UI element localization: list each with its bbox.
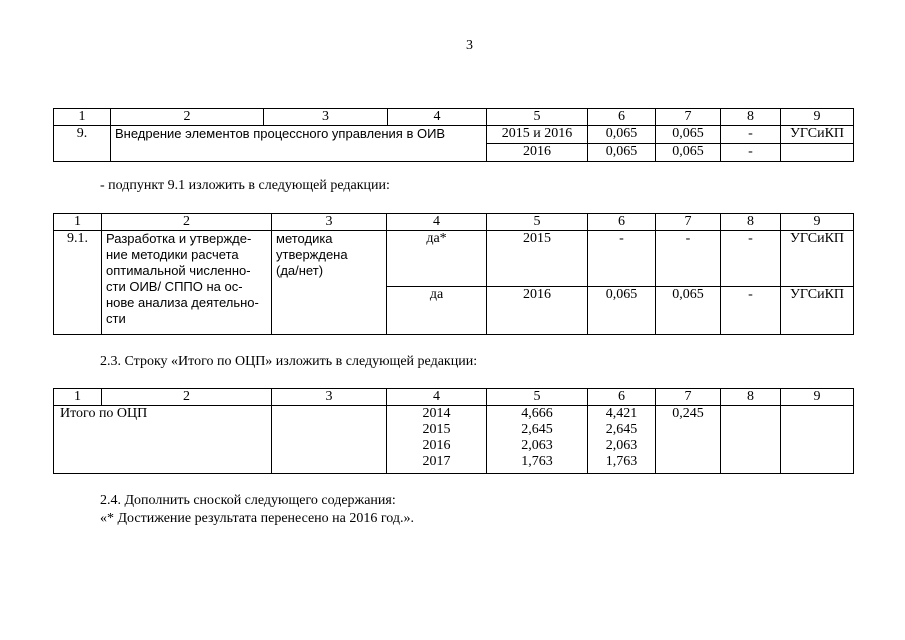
table-total bbox=[53, 388, 854, 474]
col-header: 3 bbox=[264, 109, 388, 126]
col-header: 6 bbox=[588, 389, 656, 406]
paragraph-2-4: 2.4. Дополнить сноской следующего содержания: bbox=[100, 493, 396, 508]
years-cell: 2014 2015 2016 2017 bbox=[387, 406, 487, 474]
header-row bbox=[54, 214, 854, 231]
footnote-text: «* Достижение результата перенесено на 2016 год.». bbox=[100, 511, 414, 526]
item-number: 9. bbox=[54, 126, 111, 162]
col-header: 9 bbox=[781, 109, 854, 126]
value-cell: 0,065 bbox=[656, 287, 721, 335]
item-number: 9.1. bbox=[54, 231, 102, 335]
header-row bbox=[54, 109, 854, 126]
value-cell: да* bbox=[387, 231, 487, 287]
responsible-cell: УГСиКП bbox=[781, 231, 854, 287]
col-header: 1 bbox=[54, 109, 111, 126]
value-cell: 0,065 bbox=[588, 126, 656, 144]
values-col6: 4,421 2,645 2,063 1,763 bbox=[588, 406, 656, 474]
value-cell: - bbox=[721, 144, 781, 162]
responsible-cell: УГСиКП bbox=[781, 126, 854, 144]
col-header: 4 bbox=[387, 389, 487, 406]
total-label: Итого по ОЦП bbox=[54, 406, 272, 474]
table-item-9-1 bbox=[53, 213, 854, 335]
value-cell: 0,065 bbox=[656, 126, 721, 144]
col-header: 4 bbox=[388, 109, 487, 126]
paragraph-subpoint-9-1: - подпункт 9.1 изложить в следующей редакции: bbox=[100, 178, 390, 193]
value-cell: - bbox=[721, 287, 781, 335]
empty-cell bbox=[272, 406, 387, 474]
table-row bbox=[54, 126, 854, 144]
empty-cell bbox=[781, 406, 854, 474]
col-header: 6 bbox=[588, 109, 656, 126]
col-header: 3 bbox=[272, 214, 387, 231]
col-header: 1 bbox=[54, 214, 102, 231]
col-header: 2 bbox=[102, 389, 272, 406]
indicator-cell: методика утверждена (да/нет) bbox=[272, 231, 387, 335]
col-header: 8 bbox=[721, 389, 781, 406]
item-name: Разработка и утвержде- ние методики расчета оптимальной численно- сти ОИВ/ СППО на ос- нове анализа деятельно- сти bbox=[102, 231, 272, 335]
item-name: Внедрение элементов процессного управления в ОИВ bbox=[111, 126, 487, 162]
col-header: 8 bbox=[721, 109, 781, 126]
col-header: 5 bbox=[487, 109, 588, 126]
value-cell: - bbox=[656, 231, 721, 287]
value-cell: 0,065 bbox=[588, 287, 656, 335]
col-header: 1 bbox=[54, 389, 102, 406]
value-cell: - bbox=[721, 231, 781, 287]
period-cell: 2016 bbox=[487, 144, 588, 162]
header-row bbox=[54, 389, 854, 406]
responsible-cell bbox=[781, 144, 854, 162]
col-header: 2 bbox=[102, 214, 272, 231]
col-header: 8 bbox=[721, 214, 781, 231]
period-cell: 2015 и 2016 bbox=[487, 126, 588, 144]
col-header: 7 bbox=[656, 214, 721, 231]
value-cell: - bbox=[588, 231, 656, 287]
year-cell: 2016 bbox=[487, 287, 588, 335]
responsible-cell: УГСиКП bbox=[781, 287, 854, 335]
col-header: 2 bbox=[111, 109, 264, 126]
value-cell: да bbox=[387, 287, 487, 335]
col-header: 7 bbox=[656, 389, 721, 406]
value-cell: - bbox=[721, 126, 781, 144]
paragraph-2-3: 2.3. Строку «Итого по ОЦП» изложить в следующей редакции: bbox=[100, 354, 478, 369]
empty-cell bbox=[721, 406, 781, 474]
table-item-9 bbox=[53, 108, 854, 162]
col-header: 9 bbox=[781, 214, 854, 231]
table-row bbox=[54, 406, 854, 474]
col-header: 3 bbox=[272, 389, 387, 406]
value-cell: 0,065 bbox=[656, 144, 721, 162]
col-header: 9 bbox=[781, 389, 854, 406]
page-number: 3 bbox=[466, 38, 473, 53]
table-row bbox=[54, 231, 854, 287]
value-cell: 0,065 bbox=[588, 144, 656, 162]
value-col7: 0,245 bbox=[656, 406, 721, 474]
col-header: 5 bbox=[487, 389, 588, 406]
col-header: 7 bbox=[656, 109, 721, 126]
year-cell: 2015 bbox=[487, 231, 588, 287]
col-header: 6 bbox=[588, 214, 656, 231]
col-header: 5 bbox=[487, 214, 588, 231]
col-header: 4 bbox=[387, 214, 487, 231]
values-col5: 4,666 2,645 2,063 1,763 bbox=[487, 406, 588, 474]
